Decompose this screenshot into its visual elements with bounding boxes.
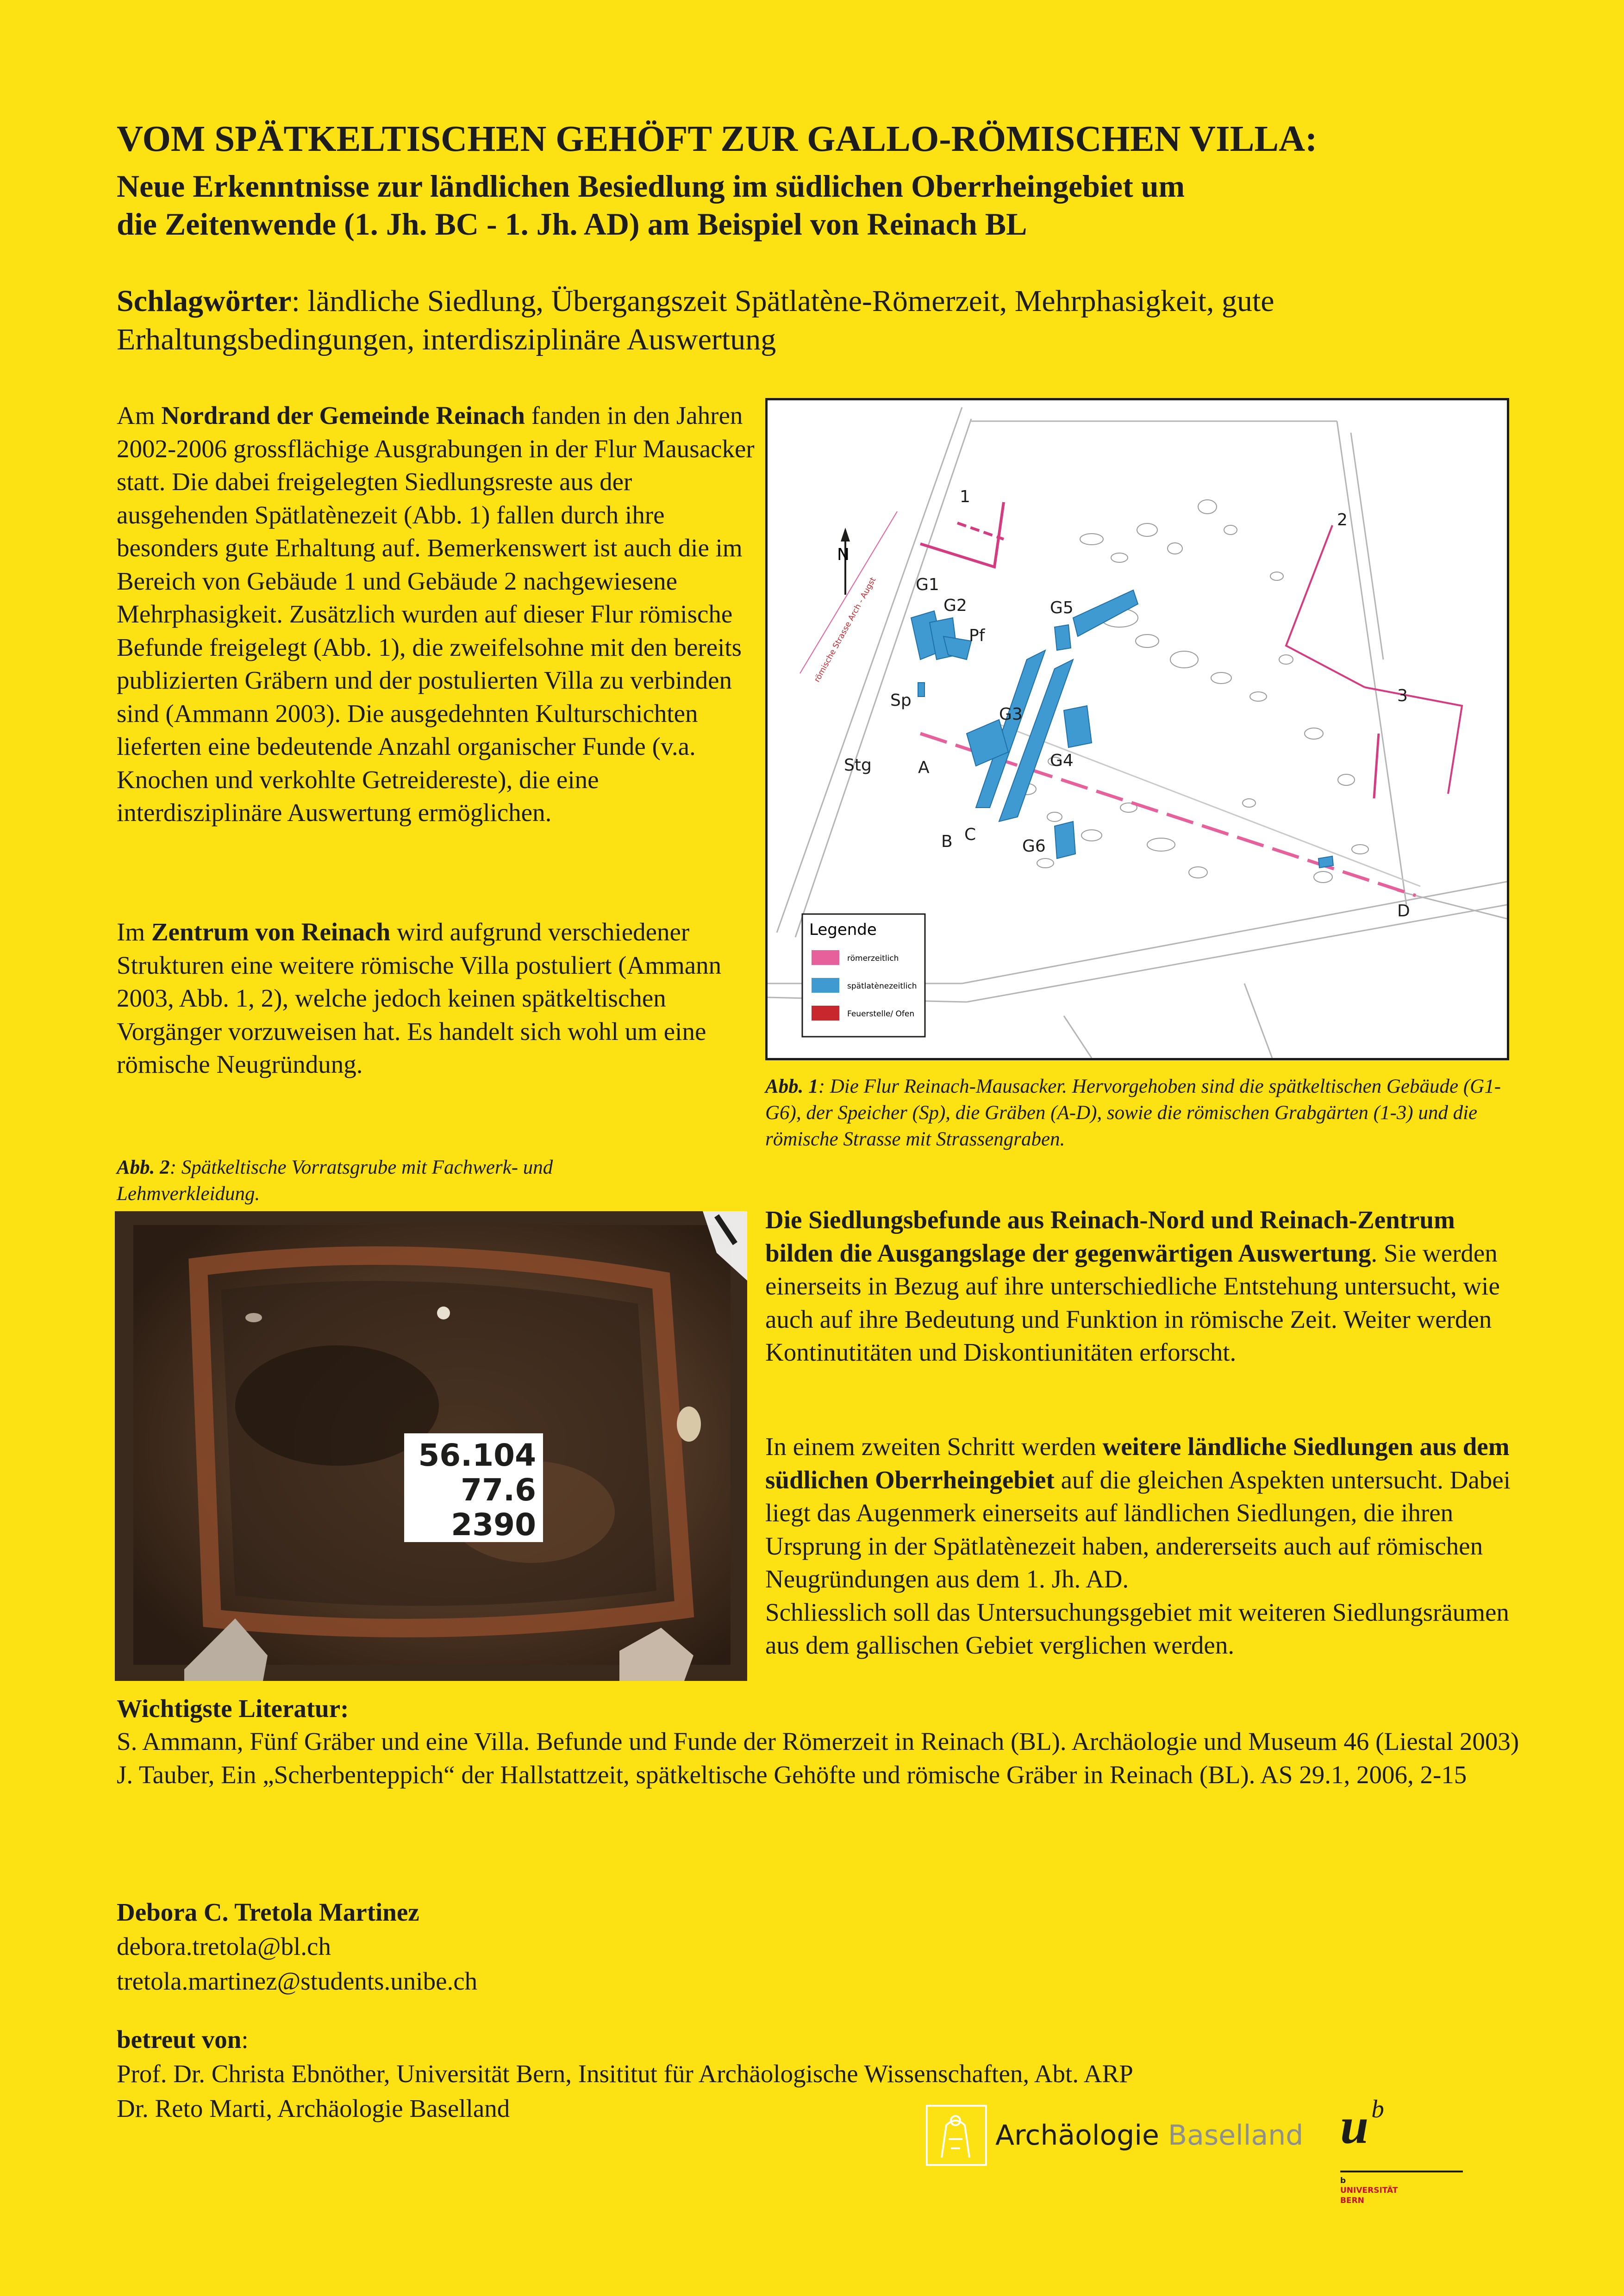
archaeologie-baselland-logo (926, 2103, 1303, 2168)
grave-garden-3-west (1374, 734, 1379, 798)
label-g2: G2 (943, 596, 967, 615)
ub-name-line-2: BERN (1340, 2196, 1364, 2205)
ub-monogram (1340, 2095, 1384, 2155)
label-a: A (918, 758, 930, 777)
grave-garden-2 (1286, 525, 1365, 687)
label-g1: G1 (916, 575, 939, 594)
para1-post: fanden in den Jahren 2002-2006 grossflächige Ausgrabungen in der Flur Mausacker statt. Die dabei freigelegten Siedlungsreste aus der ausgehenden Spätlatènezeit (Abb. 1) fallen durch ihre besonders gute Erhaltung auf. Bemerkenswert ist auch die im Bereich von Gebäude 1 und Gebäude 2 nachgewiesene Mehrphasigkeit. Zusätzlich wurden auf dieser Flur römische Befunde freigelegt (Abb. 1), die zweifelsohne mit den bereits publizierten Gräbern und der postulierten Villa zu verbinden sind (Ammann 2003). Die ausgedehnten Kulturschichten lieferten eine bedeutende Anzahl organischer Funde (v.a. Knochen und verkohlte Getreidereste), die eine interdisziplinäre Auswertung ermöglichen. (117, 401, 755, 827)
keywords (117, 282, 1505, 359)
paragraph-reinach-zentrum (117, 915, 756, 1081)
building-g4 (1064, 706, 1092, 747)
map-labels (844, 487, 1410, 921)
grave-garden-1-top (957, 523, 1004, 539)
ub-superscript-b: b (1340, 2176, 1346, 2185)
subtitle-line-1: Neue Erkenntnisse zur ländlichen Besiedlung im südlichen Oberrheingebiet um (117, 168, 1185, 204)
paragraph-zweiter-schritt (765, 1430, 1520, 1662)
para4-post: auf die gleichen Aspekten untersucht. Dabei liegt das Augenmerk einerseits auf ländlichen Siedlungen, die ihren Ursprung in der Spätlatènezeit haben, andererseits auch auf römischen Neugründungen aus dem 1. Jh. AD. (765, 1465, 1511, 1593)
road-edge-line (999, 724, 1420, 886)
author-email-1[interactable]: debora.tretola@bl.ch (117, 1932, 331, 1961)
ub-divider (1340, 2171, 1463, 2172)
label-g3: G3 (999, 705, 1023, 724)
subtitle-line-2: die Zeitenwende (1. Jh. BC - 1. Jh. AD) am Beispiel von Reinach BL (117, 206, 1027, 242)
para5: Schliesslich soll das Untersuchungsgebiet mit weiteren Siedlungsräumen aus dem gallischen Gebiet verglichen werden. (765, 1598, 1509, 1659)
figure-1-caption (765, 1074, 1520, 1152)
para4-bold: weitere ländliche Siedlungen aus dem südlichen Oberrheingebiet (765, 1432, 1510, 1494)
storehouse-sp (918, 683, 924, 697)
label-g6: G6 (1022, 837, 1046, 856)
supervision-heading (117, 2022, 1133, 2057)
paragraph-ausgangslage (765, 1203, 1520, 1369)
figure-2-caption-text: : Spätkeltische Vorratsgrube mit Fachwerk- und Lehmverkleidung. (117, 1157, 553, 1205)
map-legend (802, 914, 925, 1037)
ub-letter-u: u (1340, 2097, 1369, 2154)
para4-pre: In einem zweiten Schritt werden (765, 1432, 1103, 1461)
ditch-upper (1073, 590, 1138, 636)
para3-bold: Die Siedlungsbefunde aus Reinach-Nord und Reinach-Zentrum bilden die Ausgangslage der gegenwärtigen Auswertung (765, 1206, 1455, 1267)
baselland-wordmark (995, 2119, 1303, 2152)
legend-swatch-roman (812, 950, 839, 965)
ub-name (1340, 2176, 1398, 2206)
feature-east (1318, 856, 1333, 868)
para1-bold: Nordrand der Gemeinde Reinach (161, 401, 525, 429)
ub-letter-b: b (1371, 2095, 1384, 2123)
keywords-text: : ländliche Siedlung, Übergangszeit Spätlatène-Römerzeit, Mehrphasigkeit, gute Erhaltungsbedingungen, interdisziplinäre Auswertung (117, 284, 1274, 356)
label-c: C (964, 825, 976, 844)
legend-label-roman: römerzeitlich (847, 954, 899, 963)
wordmark-archaeologie: Archäologie (995, 2119, 1159, 2152)
crest-graphic (928, 2107, 985, 2164)
legend-swatch-celtic (812, 978, 839, 993)
card-line-3: 2390 (451, 1507, 536, 1543)
north-arrow-head (841, 528, 850, 541)
building-g5 (1055, 625, 1071, 650)
label-2: 2 (1337, 510, 1348, 529)
label-stg: Stg (844, 756, 872, 775)
ub-name-line-1: UNIVERSITÄT (1340, 2186, 1398, 2196)
para2-bold: Zentrum von Reinach (151, 918, 391, 946)
legend-swatch-hearth (812, 1006, 839, 1020)
supervision-label: betreut von (117, 2025, 242, 2053)
label-d: D (1397, 902, 1410, 921)
wordmark-baselland: Baselland (1168, 2119, 1304, 2152)
road-line (800, 511, 897, 673)
label-g5: G5 (1050, 598, 1074, 617)
legend-title: Legende (809, 921, 877, 939)
excavation-photo-image (115, 1211, 747, 1681)
supervision-colon: : (241, 2025, 249, 2053)
supervisor-1: Prof. Dr. Christa Ebnöther, Universität Bern, Insititut für Archäologische Wissenschaften, Abt. ARP (117, 2060, 1133, 2088)
figure-1-label: Abb. 1 (765, 1076, 818, 1097)
author-email-2[interactable]: tretola.martinez@students.unibe.ch (117, 1966, 478, 1995)
literature-item: S. Ammann, Fünf Gräber und eine Villa. Befunde und Funde der Römerzeit in Reinach (BL). Archäologie und Museum 46 (Liestal 2003) (117, 1727, 1519, 1755)
building-g6 (1055, 821, 1075, 859)
figure-2-caption (117, 1155, 649, 1207)
label-sp: Sp (890, 691, 912, 710)
poster-subtitle (117, 168, 1505, 243)
site-map-figure (765, 398, 1509, 1060)
grave-garden-3 (1365, 687, 1462, 794)
universitaet-bern-logo (1336, 2097, 1465, 2217)
keywords-label: Schlagwörter (117, 284, 292, 318)
para2-pre: Im (117, 918, 151, 946)
poster-title: VOM SPÄTKELTISCHEN GEHÖFT ZUR GALLO-RÖMISCHEN VILLA: (117, 119, 1318, 159)
label-b: B (941, 832, 953, 851)
north-arrow (837, 528, 850, 595)
card-line-2: 77.6 (461, 1472, 536, 1508)
author-block (117, 1895, 477, 1998)
card-line-1: 56.104 (418, 1437, 536, 1473)
excavation-photo (115, 1211, 747, 1681)
label-3: 3 (1397, 686, 1408, 705)
figure-2-label: Abb. 2 (117, 1157, 170, 1178)
author-name: Debora C. Tretola Martinez (117, 1898, 419, 1926)
figure-1-caption-text: : Die Flur Reinach-Mausacker. Hervorgehoben sind die spätkeltischen Gebäude (G1-G6), der Speicher (Sp), die Gräben (A-D), sowie die römischen Grabgärten (1-3) und die römische Strasse mit Strassengraben. (765, 1076, 1501, 1150)
north-label: N (837, 545, 849, 564)
label-g4: G4 (1050, 751, 1074, 770)
paragraph-reinach-nord (117, 399, 756, 829)
baselland-crest-icon (926, 2105, 987, 2166)
label-1: 1 (960, 487, 970, 506)
road-label: römische Strasse Arch - Augst (812, 576, 878, 684)
para3-post: . Sie werden einerseits in Bezug auf ihre unterschiedliche Entstehung untersucht, wie auch auf ihre Bedeutung und Funktion in römische Zeit. Weiter werden Kontinutitäten und Diskontiunitäten erforscht. (765, 1238, 1500, 1366)
literature-item: J. Tauber, Ein „Scherbenteppich“ der Hallstattzeit, spätkeltische Gehöfte und römische Gräber in Reinach (BL). AS 29.1, 2006, 2-15 (117, 1760, 1467, 1789)
literature-list (117, 1725, 1529, 1791)
para2-post: wird aufgrund verschiedener Strukturen eine weitere römische Villa postuliert (Ammann 2003, Abb. 1, 2), welche jedoch keinen spätkeltischen Vorgänger vorzuweisen hat. Es handelt sich wohl um eine römische Neugründung. (117, 918, 722, 1078)
literature-heading: Wichtigste Literatur: (117, 1694, 349, 1723)
site-map (768, 400, 1507, 1058)
legend-label-hearth: Feuerstelle/ Ofen (847, 1009, 915, 1019)
supervisor-2: Dr. Reto Marti, Archäologie Baselland (117, 2094, 510, 2122)
label-pf: Pf (969, 626, 985, 645)
para1-pre: Am (117, 401, 162, 429)
legend-label-celtic: spätlatènezeitlich (847, 982, 917, 991)
